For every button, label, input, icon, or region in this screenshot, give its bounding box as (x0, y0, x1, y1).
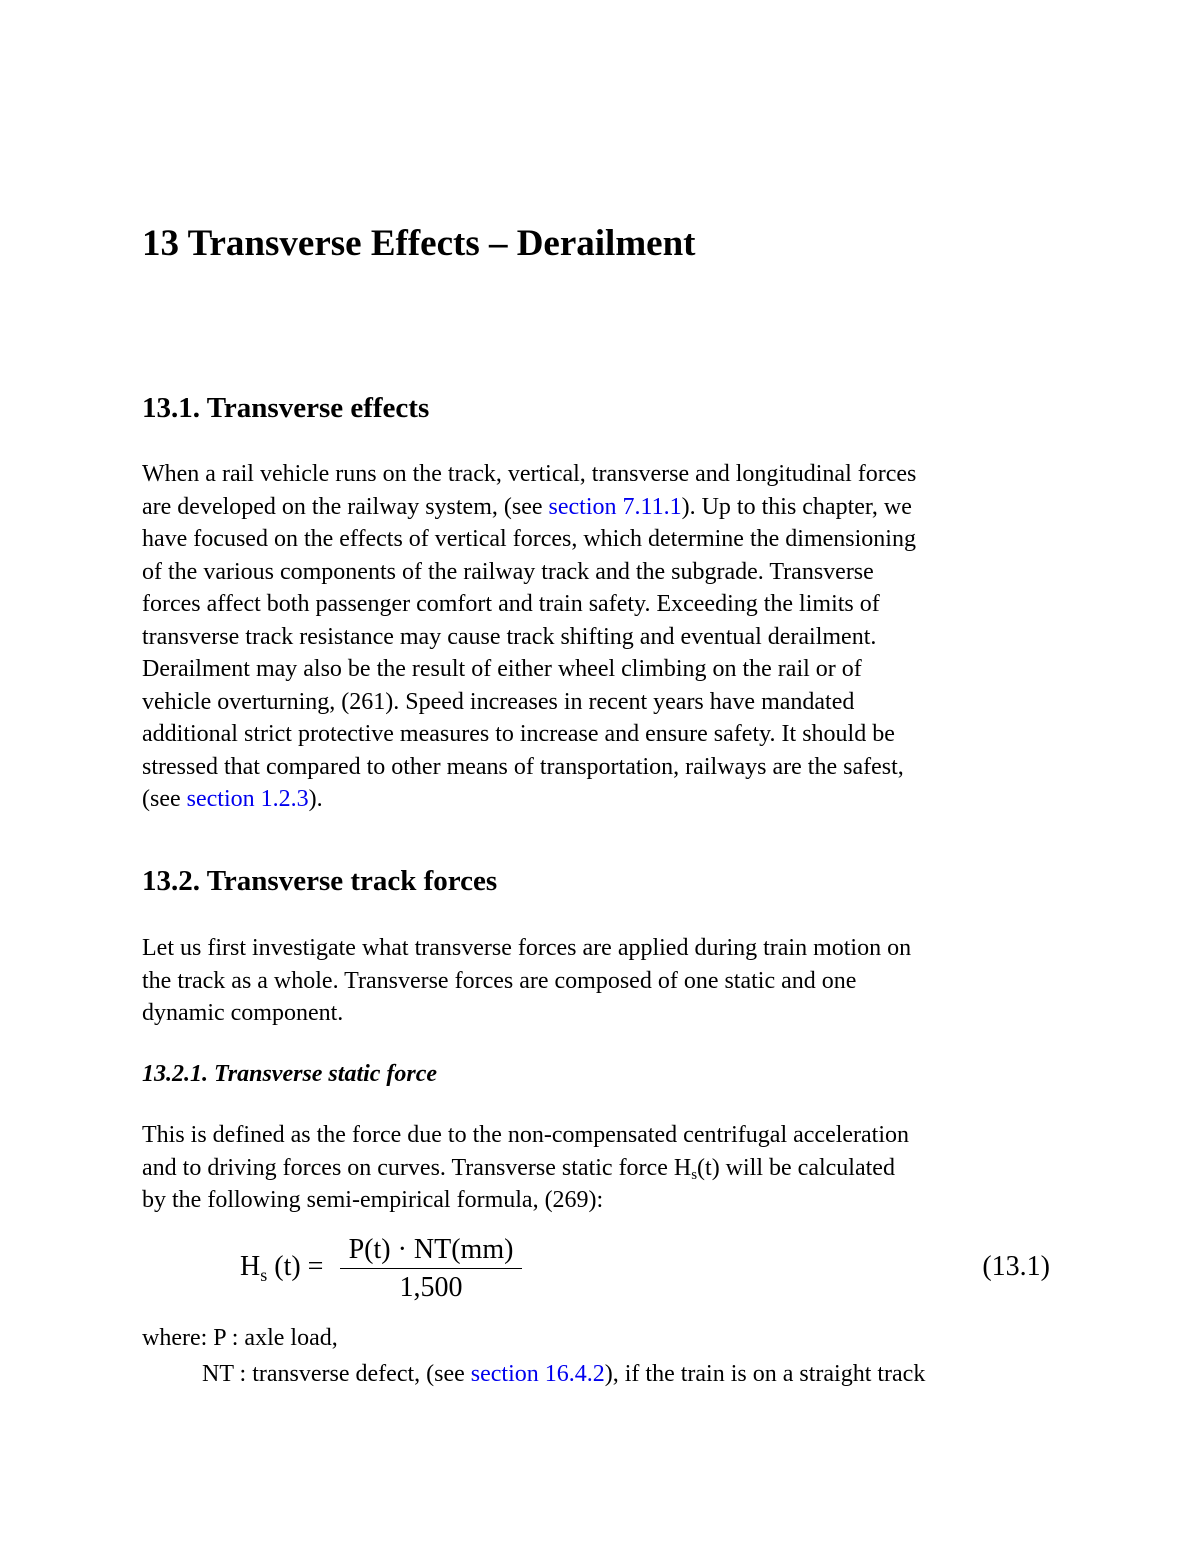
link-section-7-11-1[interactable]: section 7.11.1 (548, 493, 682, 520)
text-line: transverse track resistance may cause track shifting and eventual derailment. (142, 623, 877, 650)
text-line: have focused on the effects of vertical forces, which determine the dimensioning (142, 526, 916, 552)
text-line (142, 783, 1062, 816)
paragraph-transverse-track-forces (142, 932, 1062, 1030)
link-section-16-4-2[interactable]: section 16.4.2 (470, 1361, 605, 1387)
text-line: additional strict protective measures to increase and ensure safety. It should be (142, 721, 895, 747)
text-line: forces affect both passenger comfort and train safety. Exceeding the limits of (142, 591, 880, 617)
equation-denominator: 1,500 (399, 1272, 463, 1303)
paragraph-transverse-static-force (142, 1119, 1062, 1217)
text-line: This is defined as the force due to the non-compensated centrifugal acceleration (142, 1122, 910, 1148)
equation-subscript: s (260, 1265, 268, 1285)
equation-number: (13.1) (982, 1251, 1050, 1282)
text-fragment: ). (308, 786, 323, 812)
text-line: dynamic component. (142, 1000, 344, 1026)
text-line: stressed that compared to other means of transportation, railways are the safest, (142, 753, 904, 780)
text-line: of the various components of the railway track and the subgrade. Transverse (142, 558, 874, 585)
definition-where-p: where: P : axle load, (142, 1325, 338, 1351)
text-fragment: ), if the train is on a straight track (604, 1361, 926, 1387)
text-fragment: are developed on the railway system, (see (142, 493, 549, 520)
text-fragment: ). Up to this chapter, we (681, 493, 912, 520)
section-heading-13-1: 13.1. Transverse effects (142, 392, 430, 424)
text-line (142, 491, 1062, 524)
subscript: s (691, 1166, 698, 1183)
definition-nt (202, 1358, 925, 1390)
text-line: by the following semi-empirical formula, (269): (142, 1187, 604, 1213)
fraction-bar (340, 1268, 522, 1269)
text-fragment: and to driving forces on curves. Transverse static force H (142, 1154, 692, 1181)
equation-symbol: H (240, 1251, 261, 1282)
subsection-heading-13-2-1: 13.2.1. Transverse static force (142, 1061, 438, 1087)
chapter-title: 13 Transverse Effects – Derailment (142, 223, 696, 264)
text-line: vehicle overturning, (261). Speed increases in recent years have mandated (142, 688, 855, 715)
equation-fraction (340, 1233, 522, 1305)
text-fragment: NT : transverse defect, (see (202, 1361, 471, 1387)
text-fragment: (t) will be calculated (697, 1154, 895, 1181)
equation-symbol: (t) = (267, 1251, 324, 1282)
link-section-1-2-3[interactable]: section 1.2.3 (186, 786, 309, 812)
text-line: the track as a whole. Transverse forces are composed of one static and one (142, 967, 857, 994)
text-line: When a rail vehicle runs on the track, vertical, transverse and longitudinal forces (142, 461, 917, 487)
equation-numerator: P(t) · NT(mm) (348, 1234, 514, 1265)
equation-13-1 (240, 1233, 1050, 1309)
equation-lhs (240, 1251, 323, 1283)
text-line (142, 1152, 1062, 1185)
paragraph-transverse-effects (142, 458, 1062, 816)
text-line: Derailment may also be the result of either wheel climbing on the rail or of (142, 656, 862, 682)
text-fragment: (see (142, 786, 187, 812)
section-heading-13-2: 13.2. Transverse track forces (142, 865, 498, 897)
text-line: Let us first investigate what transverse forces are applied during train motion on (142, 935, 912, 961)
